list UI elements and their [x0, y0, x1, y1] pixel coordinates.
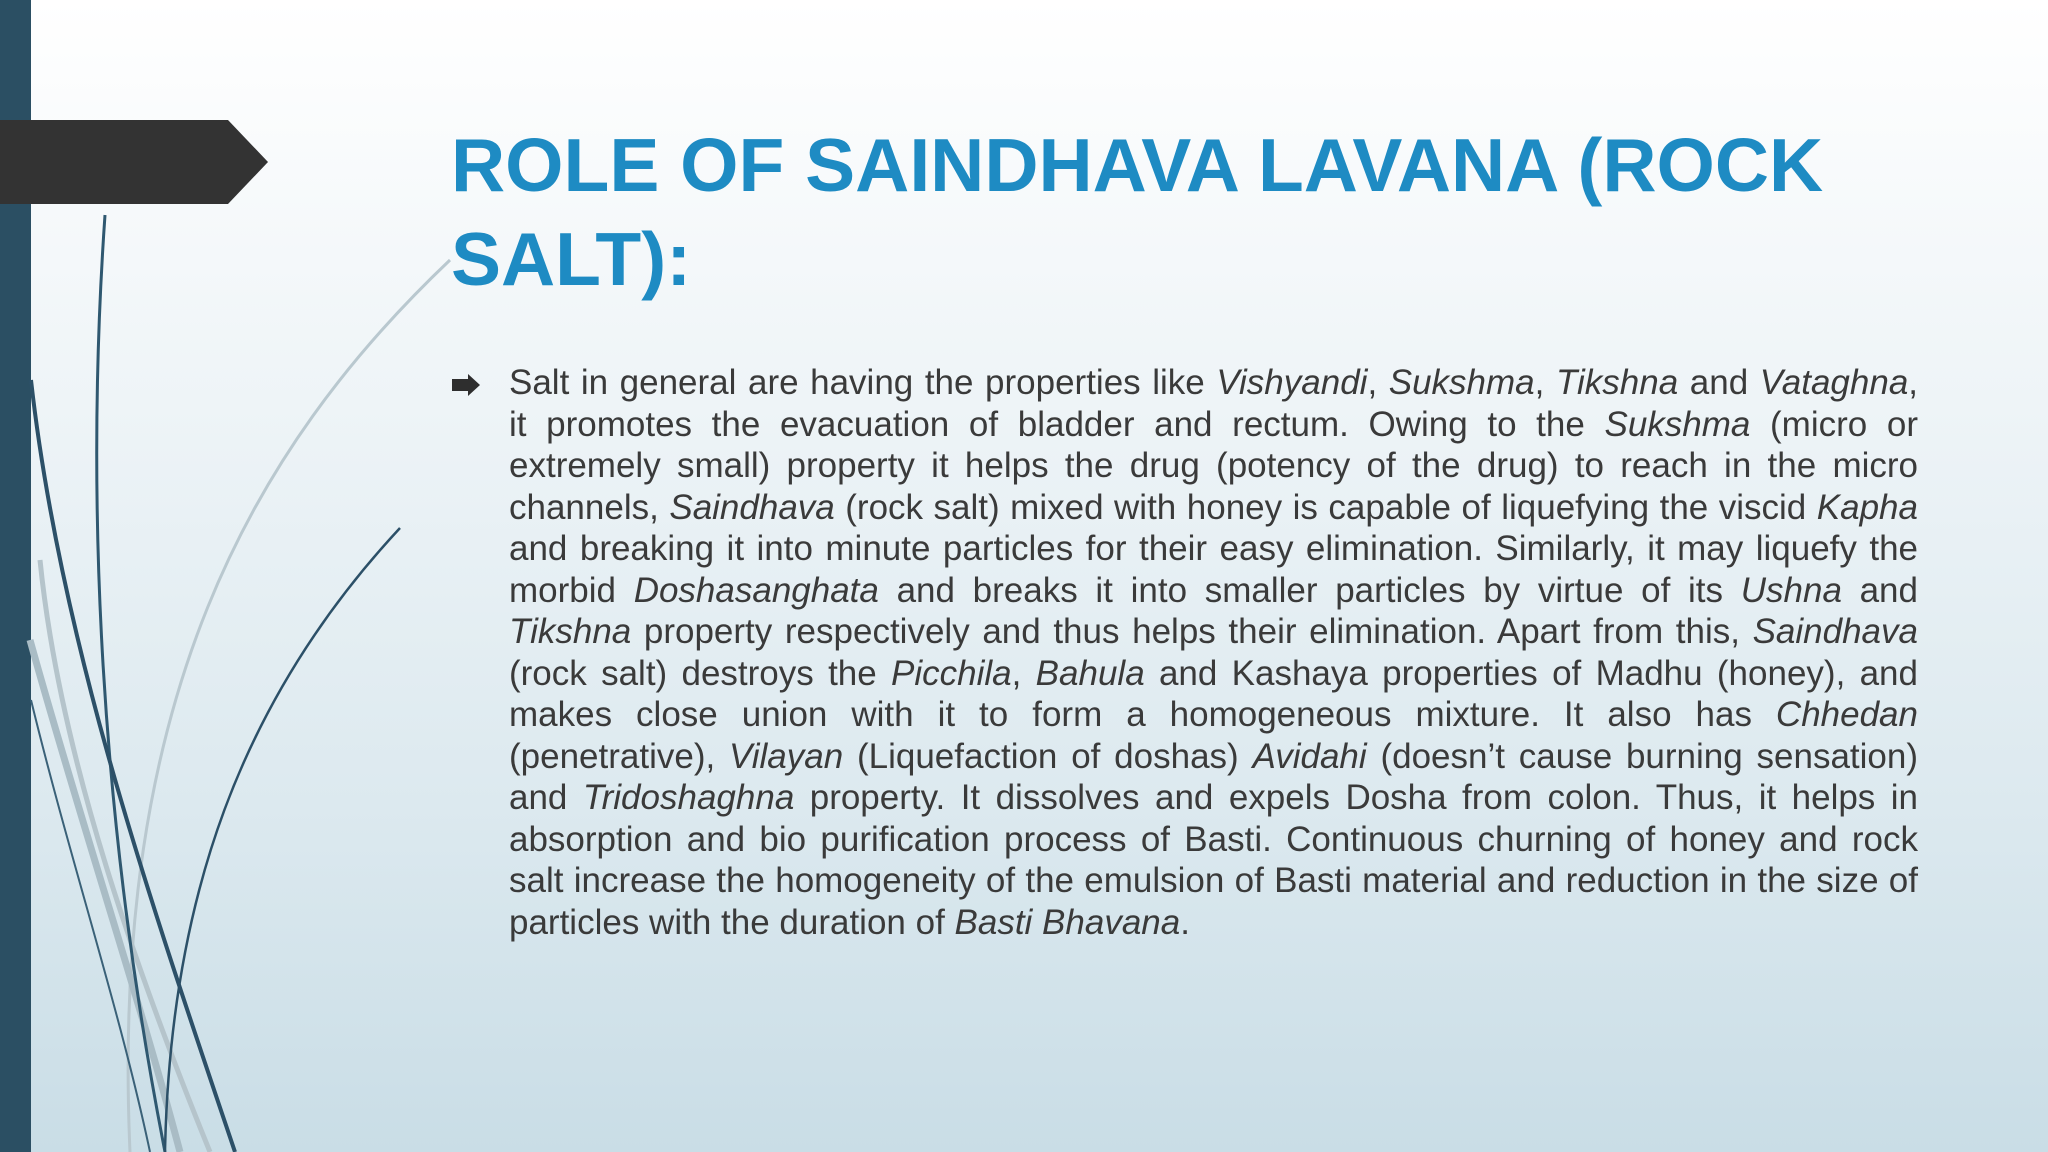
italic-term: Ushna [1740, 570, 1842, 610]
italic-term: Chhedan [1775, 695, 1918, 734]
italic-term: Basti Bhavana [954, 902, 1181, 942]
italic-term: Saindhava [669, 487, 835, 527]
text-run: and breaking it into minute particles for their easy elimination. Similarly, it may liquefy the morbid [509, 529, 1918, 610]
italic-term: Picchila [891, 653, 1012, 693]
text-run: Salt in general are having the properties like [509, 363, 1217, 402]
bullet-item [451, 362, 1918, 943]
text-run: property. It dissolves and expels Dosha from colon. Thus, it helps in absorption and bio purification process of Basti. Continuous churning of honey and rock salt increase the homogeneity of the emulsion of Basti material and reduction in the size of particles with the duration of [509, 778, 1918, 942]
italic-term: Avidahi [1252, 736, 1367, 776]
italic-term: Tridoshaghna [582, 778, 795, 817]
text-run: and breaks it into smaller particles by virtue of its [878, 570, 1741, 610]
italic-term: Tikshna [509, 612, 632, 651]
text-run: (penetrative), [509, 736, 730, 776]
text-run: (rock salt) destroys the [509, 653, 892, 693]
text-run: , it promotes the evacuation of bladder and rectum. Owing to the [509, 363, 1919, 444]
text-run: (doesn’t cause burning sensation) and [509, 736, 1919, 817]
italic-term: Saindhava [1752, 612, 1918, 651]
italic-term: Vilayan [729, 736, 844, 776]
left-accent-bar [0, 0, 31, 1152]
text-run: property respectively and thus helps their elimination. Apart from this, [631, 612, 1753, 651]
italic-term: Tikshna [1555, 363, 1679, 402]
italic-term: Kapha [1816, 487, 1918, 527]
italic-term: Sukshma [1604, 404, 1751, 444]
italic-term: Vishyandi [1216, 363, 1368, 402]
body-paragraph [509, 362, 1918, 943]
italic-term: Bahula [1035, 653, 1145, 693]
text-run: and [1841, 570, 1918, 610]
slide-title: ROLE OF SAINDHAVA LAVANA (ROCK SALT): [451, 123, 1824, 301]
italic-term: Sukshma [1388, 363, 1535, 402]
slide-body [451, 362, 1918, 943]
text-run: and [1678, 363, 1760, 402]
italic-term: Vataghna [1759, 363, 1909, 402]
text-run: . [1180, 902, 1190, 942]
text-run: , [1534, 363, 1556, 402]
text-run: , [1011, 653, 1036, 693]
text-run: (rock salt) mixed with honey is capable of liquefying the viscid [834, 487, 1817, 527]
arrow-bullet-icon [451, 373, 481, 397]
italic-term: Doshasanghata [633, 570, 879, 610]
text-run: and Kashaya properties of Madhu (honey), and makes close union with it to form a homogeneous mixture. It also has [509, 653, 1918, 734]
text-run: (micro or extremely small) property it helps the drug (potency of the drug) to reach in the micro channels, [509, 404, 1918, 527]
text-run: (Liquefaction of doshas) [843, 736, 1253, 776]
text-run: , [1367, 363, 1389, 402]
